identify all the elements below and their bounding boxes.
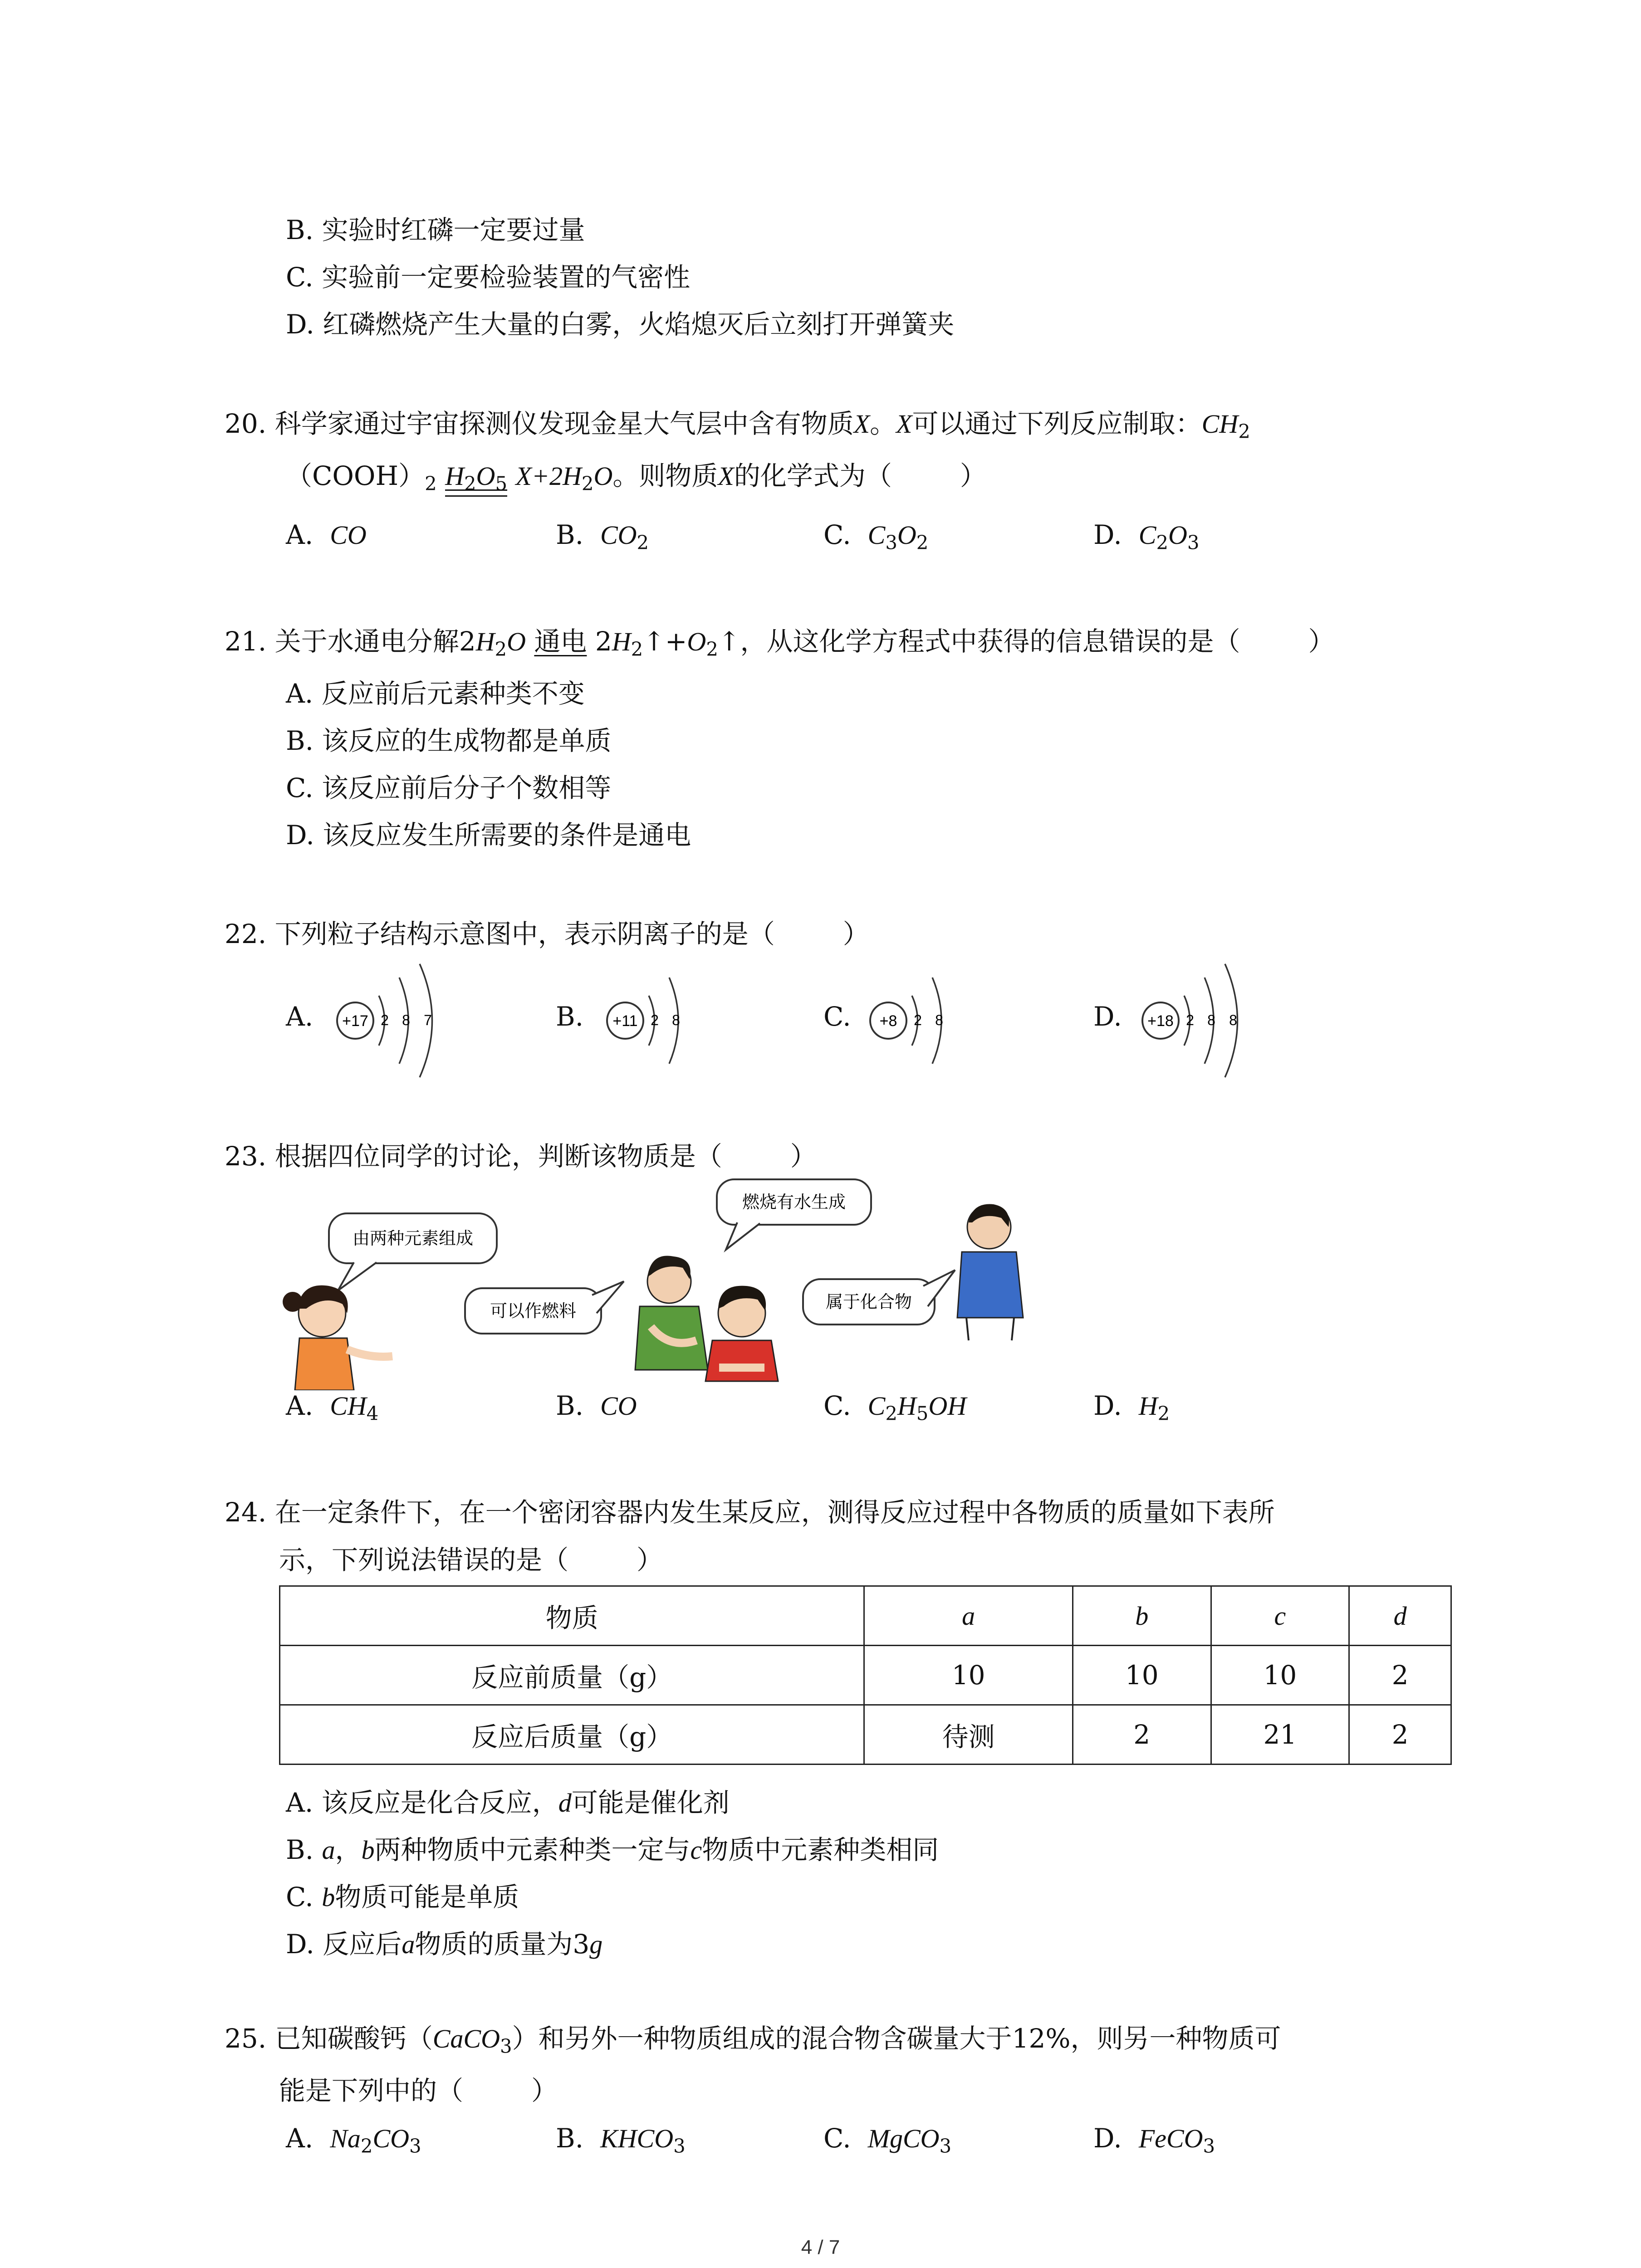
q22-nucleus-b: +11 <box>612 1012 638 1030</box>
speech-bubble-1 <box>329 1213 497 1290</box>
svg-text:2: 2 <box>914 1012 922 1028</box>
speech-bubble-4 <box>803 1270 955 1325</box>
q24-option-b: B. a，b两种物质中元素种类一定与c物质中元素种类相同 <box>286 1834 939 1865</box>
q21-option-b: B. 该反应的生成物都是单质 <box>286 725 612 756</box>
table-cell: 2 <box>1073 1705 1211 1765</box>
table-header-cell: a <box>864 1586 1073 1646</box>
q22-stem: 22. 下列粒子结构示意图中，表示阴离子的是（ ） <box>225 919 869 949</box>
q21-number: 21. <box>225 626 267 657</box>
svg-text:8: 8 <box>672 1012 680 1028</box>
q19-option-c: C. 实验前一定要检验装置的气密性 <box>286 262 691 293</box>
table-header-cell: d <box>1349 1586 1451 1646</box>
q24-stem-line1: 24. 在一定条件下，在一个密闭容器内发生某反应，测得反应过程中各物质的质量如下表所 <box>225 1497 1275 1528</box>
q22-nucleus-a: +17 <box>342 1012 368 1030</box>
q20-option-d: D. $C_2O_3$ <box>1093 519 1200 554</box>
table-cell: 21 <box>1211 1705 1349 1765</box>
table-cell: 反应前质量（g） <box>280 1646 864 1705</box>
student-green-figure <box>635 1256 708 1370</box>
q23-option-a: A. $CH_4$ <box>286 1390 379 1425</box>
q25-number: 25. <box>225 2023 267 2054</box>
table-cell: 待测 <box>864 1705 1073 1765</box>
q21-condition: 通电 <box>534 626 587 657</box>
q24-mass-table <box>279 1585 1452 1765</box>
q25-stem-line1: 25. 已知碳酸钙（CaCO$_3$）和另外一种物质组成的混合物含碳量大于12%，则另一种物质可 <box>225 2023 1281 2058</box>
q20-number: 20. <box>225 408 267 439</box>
table-cell: 反应后质量（g） <box>280 1705 864 1765</box>
q24-option-a: A. 该反应是化合反应，d可能是催化剂 <box>286 1787 730 1818</box>
table-cell: 10 <box>1073 1646 1211 1705</box>
q21-option-d: D. 该反应发生所需要的条件是通电 <box>286 820 691 850</box>
q22-nucleus-d: +18 <box>1147 1012 1174 1030</box>
q20-option-a: A. CO <box>286 519 367 550</box>
q19-option-d: D. 红磷燃烧产生大量的白雾，火焰熄灭后立刻打开弹簧夹 <box>286 309 955 340</box>
q22-atom-c <box>867 971 953 1070</box>
svg-text:8: 8 <box>1229 1012 1237 1028</box>
speech-bubble-3 <box>717 1179 871 1250</box>
q20-stem-line2: $(COOH)_2$ $H_2O_5$ $X+2H_2O$。则物质X的化学式为（ ） <box>286 460 986 495</box>
speech-bubble-2 <box>465 1281 624 1334</box>
q24-stem-line2: 示，下列说法错误的是（ ） <box>279 1545 663 1575</box>
table-header-cell: c <box>1211 1586 1349 1646</box>
q22-atom-d <box>1139 957 1257 1084</box>
table-header-cell: b <box>1073 1586 1211 1646</box>
q20-option-c: C. $C_3O_2$ <box>823 519 929 554</box>
student-blue-figure <box>957 1204 1023 1341</box>
svg-text:2: 2 <box>381 1012 389 1028</box>
q21-option-a: A. 反应前后元素种类不变 <box>286 678 585 709</box>
q19-option-b: B. 实验时红磷一定要过量 <box>286 215 585 245</box>
svg-text:2: 2 <box>651 1012 659 1028</box>
q25-option-b: B. $KHCO_3$ <box>556 2123 686 2157</box>
svg-text:8: 8 <box>935 1012 943 1028</box>
q22-option-c-label: C. <box>823 1001 851 1032</box>
svg-text:2: 2 <box>1186 1012 1194 1028</box>
q20-stem-line1: 20. 科学家通过宇宙探测仪发现金星大气层中含有物质X。X可以通过下列反应制取：$CH_2$ <box>225 408 1250 443</box>
q25-option-c: C. MgCO$_3$ <box>823 2123 952 2157</box>
q22-option-d-label: D. <box>1093 1001 1122 1032</box>
q20-option-b: B. $CO_2$ <box>556 519 649 554</box>
q20-reaction-condition: $H_2O_5$ <box>445 461 508 495</box>
table-row <box>280 1646 1451 1705</box>
svg-text:8: 8 <box>402 1012 410 1028</box>
q24-option-c: C. b物质可能是单质 <box>286 1882 519 1912</box>
svg-text:可以作燃料: 可以作燃料 <box>490 1301 577 1321</box>
student-girl-figure <box>283 1286 392 1390</box>
table-cell: 2 <box>1349 1646 1451 1705</box>
q23-number: 23. <box>225 1141 267 1172</box>
svg-text:由两种元素组成: 由两种元素组成 <box>352 1228 474 1248</box>
q21-option-c: C. 该反应前后分子个数相等 <box>286 772 612 803</box>
q22-atom-b <box>603 971 690 1070</box>
q25-option-a: A. $Na_2CO_3$ <box>286 2123 421 2157</box>
svg-text:8: 8 <box>1207 1012 1215 1028</box>
svg-text:7: 7 <box>424 1012 432 1028</box>
q25-stem-line2: 能是下列中的（ ） <box>279 2075 558 2106</box>
table-cell: 10 <box>1211 1646 1349 1705</box>
table-header-cell: 物质 <box>280 1586 864 1646</box>
table-header-row <box>280 1586 1451 1646</box>
table-row <box>280 1705 1451 1765</box>
q22-nucleus-c: +8 <box>879 1012 897 1030</box>
q24-number: 24. <box>225 1497 267 1528</box>
q25-option-d: D. FeCO$_3$ <box>1093 2123 1215 2157</box>
table-cell: 2 <box>1349 1705 1451 1765</box>
student-red-figure <box>705 1286 778 1381</box>
q23-option-c: C. $C_2H_5OH$ <box>823 1390 967 1425</box>
svg-text:燃烧有水生成: 燃烧有水生成 <box>742 1192 846 1212</box>
q23-option-d: D. $H_2$ <box>1093 1390 1170 1425</box>
page-number: 4 / 7 <box>801 2236 840 2258</box>
q22-option-a-label: A. <box>286 1001 314 1032</box>
svg-text:属于化合物: 属于化合物 <box>825 1292 912 1312</box>
table-cell: 10 <box>864 1646 1073 1705</box>
q22-number: 22. <box>225 919 267 949</box>
q22-option-b-label: B. <box>556 1001 584 1032</box>
q24-option-d: D. 反应后a物质的质量为3g <box>286 1929 603 1960</box>
q23-option-b: B. CO <box>556 1390 637 1421</box>
q23-stem: 23. 根据四位同学的讨论，判断该物质是（ ） <box>225 1141 817 1172</box>
q23-discussion-illustration <box>279 1177 1032 1390</box>
q21-stem: 21. 关于水通电分解$2H_2O$ 通电 $2H_2↑+O_2↑$，从这化学方程式中获得的信息错误的是（ ） <box>225 626 1335 660</box>
q22-atom-a <box>333 957 451 1084</box>
